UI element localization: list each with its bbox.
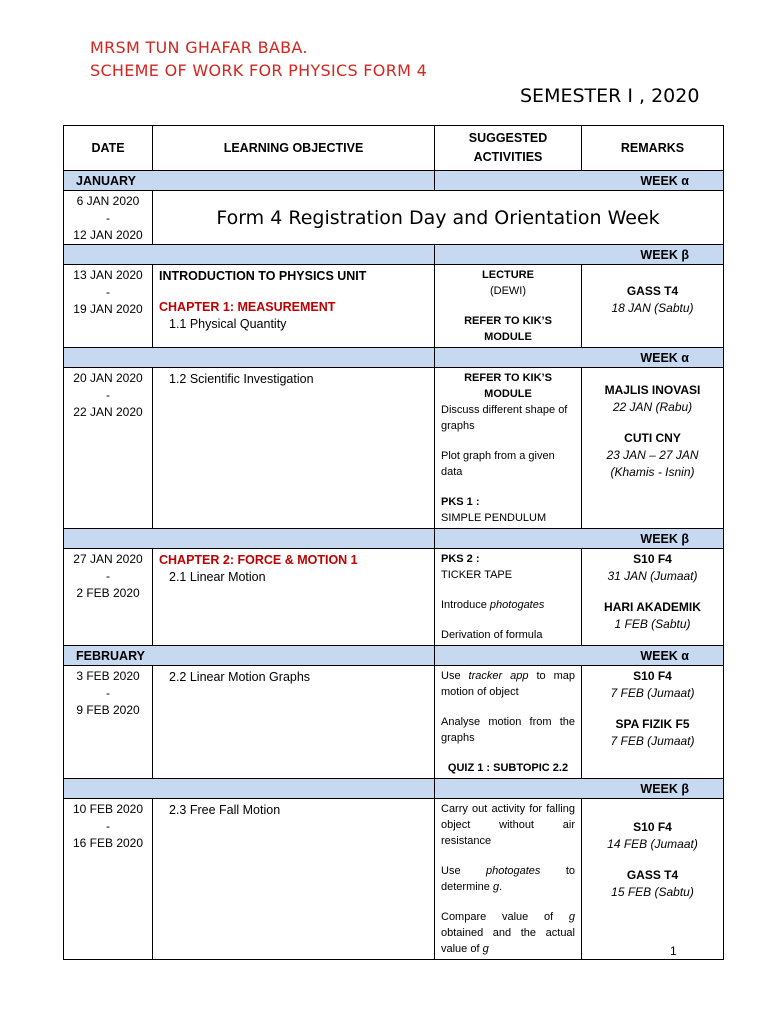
registration-banner: Form 4 Registration Day and Orientation Week — [153, 191, 724, 245]
objective-cell — [153, 368, 435, 529]
date-dash: - — [106, 285, 110, 299]
col-remarks-header: REMARKS — [582, 126, 724, 171]
date-start: 27 JAN 2020 — [73, 552, 143, 566]
activities-cell — [435, 666, 582, 779]
table-header-row — [64, 126, 724, 171]
remark-title: GASS T4 — [626, 868, 679, 882]
subtopic: 1.2 Scientific Investigation — [169, 372, 314, 386]
date-cell — [64, 191, 153, 245]
activity-line: TICKER TAPE — [441, 569, 513, 581]
quiz-label: QUIZ 1 : SUBTOPIC 2.2 — [447, 762, 569, 774]
remark-title: HARI AKADEMIK — [604, 600, 701, 614]
week-label: WEEK β — [435, 245, 724, 265]
subtopic: 2.2 Linear Motion Graphs — [169, 670, 311, 684]
remark-title: CUTI CNY — [624, 431, 681, 445]
date-dash: - — [106, 686, 110, 700]
col-date-header: DATE — [64, 126, 153, 171]
objective-cell — [153, 265, 435, 348]
week-label: WEEK α — [435, 171, 724, 191]
week-band — [64, 348, 724, 368]
date-dash: - — [106, 819, 110, 833]
subtopic: 1.1 Physical Quantity — [169, 317, 287, 331]
activities-cell — [435, 549, 582, 646]
activity-line: REFER TO KIK’S MODULE — [464, 315, 552, 343]
remark-title: S10 F4 — [633, 669, 672, 683]
objective-cell — [153, 799, 435, 960]
week-band — [64, 779, 724, 799]
date-end: 19 JAN 2020 — [73, 302, 143, 316]
activity-line: Use photogates to determine g. — [441, 865, 576, 893]
week-band — [64, 529, 724, 549]
week-label: WEEK α — [435, 348, 724, 368]
semester-label: SEMESTER I , 2020 — [520, 85, 700, 107]
activity-line: PKS 2 : — [441, 553, 480, 565]
document-title: SCHEME OF WORK FOR PHYSICS FORM 4 — [90, 61, 428, 80]
date-start: 20 JAN 2020 — [73, 371, 143, 385]
remark-date: 18 JAN (Sabtu) — [611, 301, 694, 315]
activity-line: SIMPLE PENDULUM — [441, 512, 547, 524]
activity-line: Carry out activity for falling object without air resistance — [441, 803, 575, 847]
col-objective-header: LEARNING OBJECTIVE — [153, 126, 435, 171]
table-row — [64, 368, 724, 529]
remark-date: 15 FEB (Sabtu) — [611, 885, 694, 899]
table-row — [64, 191, 724, 245]
date-cell — [64, 265, 153, 348]
activity-line: Compare value of g obtained and the actual value of g — [441, 911, 575, 955]
activity-line: Use tracker app to map motion of object — [441, 670, 576, 698]
date-end: 12 JAN 2020 — [73, 228, 143, 242]
chapter-title: CHAPTER 2: FORCE & MOTION 1 — [159, 553, 358, 567]
table-row — [64, 666, 724, 779]
remark-title: S10 F4 — [633, 552, 672, 566]
date-dash: - — [106, 388, 110, 402]
activity-line: Introduce photogates — [441, 599, 545, 611]
subtopic: 2.3 Free Fall Motion — [169, 803, 281, 817]
remark-title: SPA FIZIK F5 — [615, 717, 690, 731]
remarks-cell — [582, 265, 724, 348]
remark-date: 23 JAN – 27 JAN — [606, 448, 699, 462]
date-start: 10 FEB 2020 — [72, 802, 144, 816]
activity-line: Analyse motion from the graphs — [441, 716, 575, 744]
activity-line: Discuss different shape of graphs — [441, 404, 568, 432]
date-start: 3 FEB 2020 — [76, 669, 140, 683]
activity-line: PKS 1 : — [441, 496, 480, 508]
page-number: 1 — [670, 944, 677, 958]
remark-date: 7 FEB (Jumaat) — [610, 686, 695, 700]
activities-cell — [435, 799, 582, 960]
week-band — [64, 171, 724, 191]
remark-title: S10 F4 — [633, 820, 672, 834]
date-dash: - — [106, 569, 110, 583]
activity-line: REFER TO KIK’S MODULE — [464, 372, 552, 400]
date-cell — [64, 549, 153, 646]
date-cell — [64, 666, 153, 779]
objective-cell — [153, 666, 435, 779]
remark-date: 22 JAN (Rabu) — [612, 400, 693, 414]
week-label: WEEK α — [435, 646, 724, 666]
month-label: FEBRUARY — [64, 646, 435, 666]
week-band — [64, 646, 724, 666]
table-row — [64, 799, 724, 960]
school-name: MRSM TUN GHAFAR BABA. — [90, 38, 308, 57]
date-end: 9 FEB 2020 — [76, 703, 140, 717]
date-end: 22 JAN 2020 — [73, 405, 143, 419]
remark-date: 14 FEB (Jumaat) — [607, 837, 698, 851]
chapter-title: CHAPTER 1: MEASUREMENT — [159, 300, 336, 314]
activities-cell — [435, 265, 582, 348]
date-cell — [64, 799, 153, 960]
date-end: 2 FEB 2020 — [76, 586, 140, 600]
week-label: WEEK β — [435, 779, 724, 799]
date-start: 13 JAN 2020 — [73, 268, 143, 282]
activity-line: LECTURE — [482, 269, 534, 281]
activity-line: Derivation of formula — [441, 629, 543, 641]
activity-line: (DEWI) — [489, 285, 527, 297]
month-label: JANUARY — [64, 171, 435, 191]
unit-title: INTRODUCTION TO PHYSICS UNIT — [159, 269, 367, 283]
subtopic: 2.1 Linear Motion — [169, 570, 266, 584]
remarks-cell — [582, 368, 724, 529]
week-label: WEEK β — [435, 529, 724, 549]
remark-date: 7 FEB (Jumaat) — [610, 734, 695, 748]
date-cell — [64, 368, 153, 529]
activities-cell — [435, 368, 582, 529]
remarks-cell — [582, 799, 724, 960]
remark-date: 1 FEB (Sabtu) — [614, 617, 691, 631]
activity-line: Plot graph from a given data — [441, 450, 555, 478]
date-start: 6 JAN 2020 — [76, 194, 140, 208]
remarks-cell — [582, 666, 724, 779]
scheme-table — [63, 125, 724, 960]
remarks-cell — [582, 549, 724, 646]
remark-title: MAJLIS INOVASI — [604, 383, 701, 397]
date-dash: - — [106, 211, 110, 225]
table-row — [64, 265, 724, 348]
table-row — [64, 549, 724, 646]
remark-date: 31 JAN (Jumaat) — [607, 569, 698, 583]
col-activities-header: SUGGESTED ACTIVITIES — [435, 126, 582, 171]
remark-title: GASS T4 — [626, 284, 679, 298]
date-end: 16 FEB 2020 — [72, 836, 144, 850]
objective-cell — [153, 549, 435, 646]
week-band — [64, 245, 724, 265]
remark-date: (Khamis - Isnin) — [610, 465, 695, 479]
